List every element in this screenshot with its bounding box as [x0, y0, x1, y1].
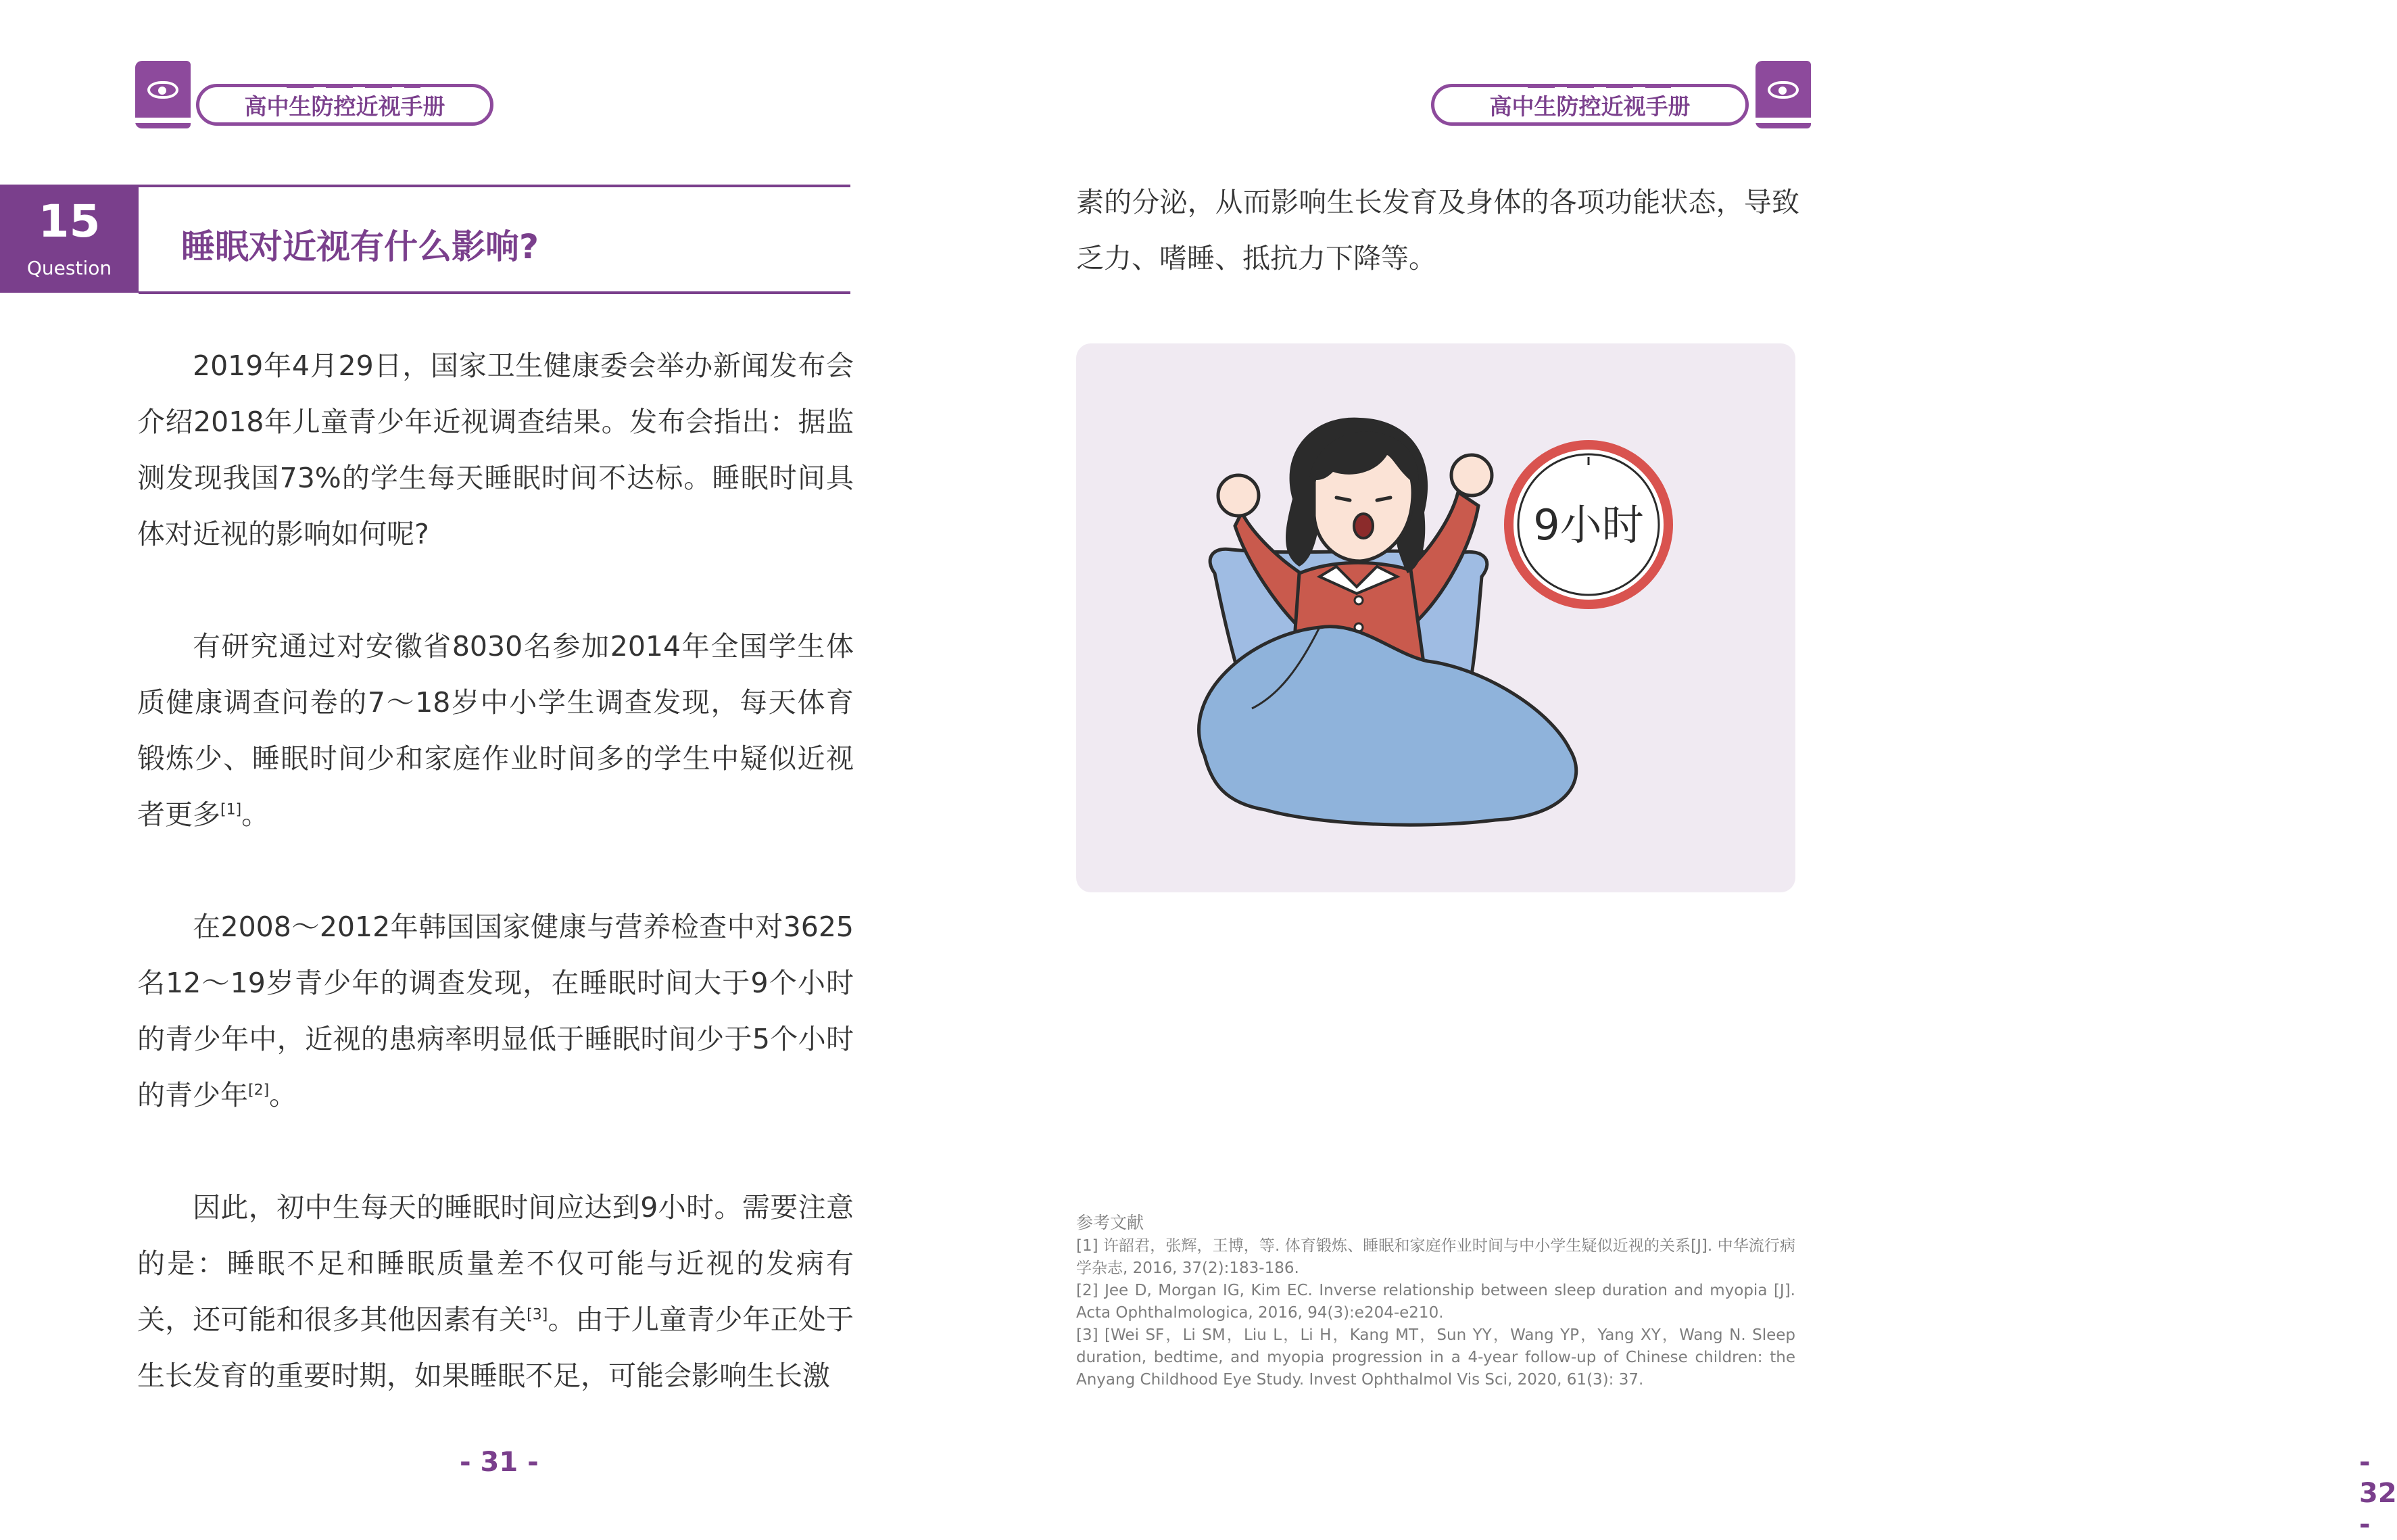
header-title: 高中生防控近视手册	[196, 84, 493, 126]
blanket	[1199, 627, 1576, 825]
header-badge	[135, 61, 500, 133]
citation-2: [2]	[248, 1082, 270, 1099]
clock-label: 9小时	[1533, 500, 1644, 550]
citation-3: [3]	[527, 1306, 548, 1324]
paragraph-3: 在2008～2012年韩国国家健康与营养检查中对3625名12～19岁青少年的调查发现，在睡眠时间大于9个小时的青少年中，近视的患病率明显低于睡眠时间少于5个小时的青少年[2]。	[137, 911, 854, 1111]
continued-paragraph: 素的分泌，从而影响生长发育及身体的各项功能状态，导致乏力、嗜睡、抵抗力下降等。	[1076, 186, 1799, 274]
yawning-mouth	[1354, 514, 1373, 538]
button	[1355, 596, 1363, 604]
header-badge-right	[1431, 61, 1810, 133]
reference-2: [2] Jee D, Morgan IG, Kim EC. Inverse relationship between sleep duration and myopia [J]. Acta Ophthalmologica, 2016, 94(3):e204-e210.	[1076, 1282, 1795, 1322]
references-title: 参考文献	[1076, 1213, 1144, 1232]
book-tab	[135, 61, 191, 128]
body-text	[137, 338, 854, 1460]
page-number-right: - 32 -	[2359, 1447, 2397, 1540]
left-page	[0, 0, 958, 1518]
sleep-illustration	[1076, 343, 1795, 892]
left-fist	[1218, 475, 1259, 516]
book-tab-right	[1756, 61, 1811, 128]
citation-1: [1]	[220, 801, 242, 819]
question-label: Question	[26, 257, 112, 279]
girl-waking-up-drawing	[1076, 343, 1795, 892]
reference-3: [3] [Wei SF，Li SM，Liu L，Li H，Kang MT，Sun YY，Wang YP，Yang XY，Wang N. Sleep duration, bedtime, and myopia progression in a 4-year follow-up of Chinese children: the Anyang Childhood Eye Study. Invest Ophthalmol Vis Sci, 2020, 61(3): 37.	[1076, 1326, 1795, 1389]
header-title-right: 高中生防控近视手册	[1431, 84, 1749, 126]
references	[1076, 1211, 1795, 1391]
question-title: 睡眠对近视有什么影响?	[181, 227, 539, 266]
right-fist	[1451, 455, 1492, 496]
eye-icon	[147, 81, 178, 99]
question-number: 15	[38, 195, 101, 247]
reference-1: [1] 许韶君，张辉，王博，等. 体育锻炼、睡眠和家庭作业时间与中小学生疑似近视的关系[J]. 中华流行病学杂志, 2016, 37(2):183-186.	[1076, 1237, 1795, 1277]
title-rule-top	[139, 185, 850, 187]
paragraph-2: 有研究通过对安徽省8030名参加2014年全国学生体质健康调查问卷的7～18岁中小学生调查发现，每天体育锻炼少、睡眠时间少和家庭作业时间多的学生中疑似近视者更多[1]。	[137, 630, 854, 831]
paragraph-4: 因此，初中生每天的睡眠时间应达到9小时。需要注意的是：睡眠不足和睡眠质量差不仅可能与近视的发病有关，还可能和很多其他因素有关[3]。由于儿童青少年正处于生长发育的重要时期，如果睡眠不足，可能会影响生长激	[137, 1191, 854, 1392]
page-number-left: - 31 -	[460, 1447, 539, 1478]
paragraph-1: 2019年4月29日，国家卫生健康委会举办新闻发布会介绍2018年儿童青少年近视调查结果。发布会指出：据监测发现我国73%的学生每天睡眠时间不达标。睡眠时间具体对近视的影响如何呢?	[137, 350, 854, 550]
question-number-block	[0, 185, 139, 293]
title-rule-bottom	[139, 291, 850, 294]
eye-icon	[1768, 81, 1799, 99]
